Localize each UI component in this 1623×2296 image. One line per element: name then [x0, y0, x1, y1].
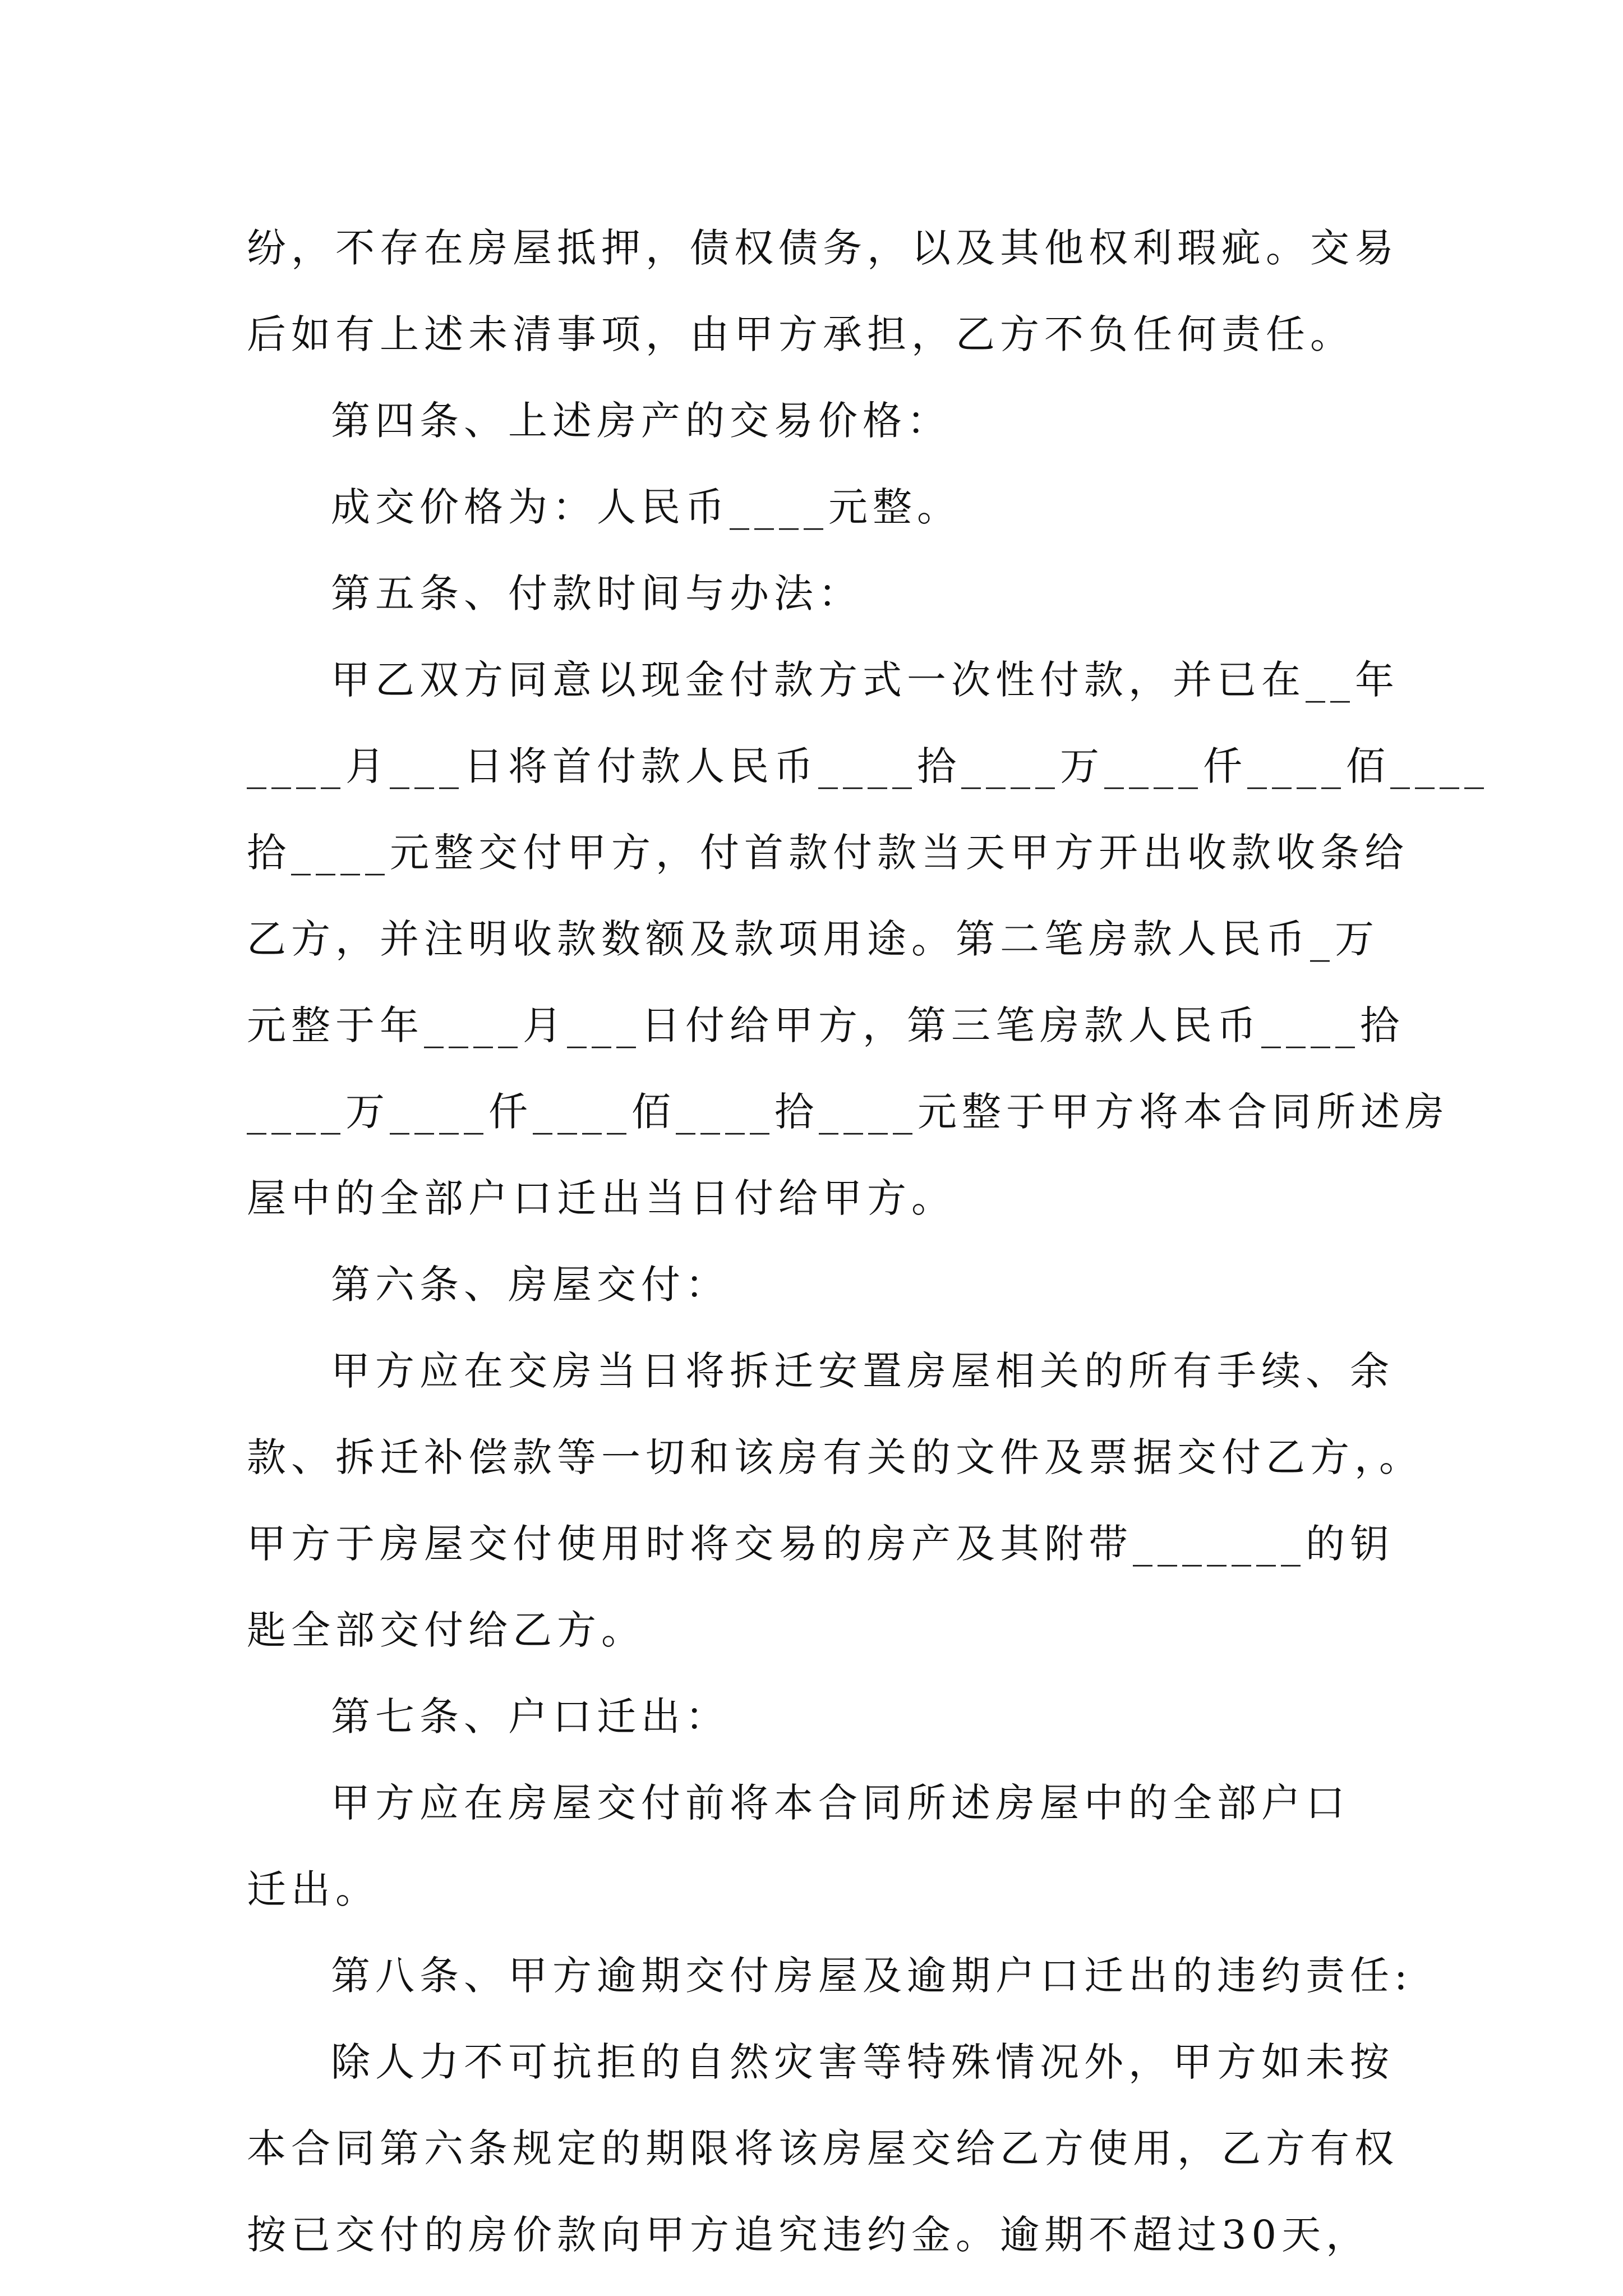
text-line: 迁出。	[247, 1866, 380, 1912]
text-line: 甲方应在交房当日将拆迁安置房屋相关的所有手续、余	[331, 1348, 1394, 1394]
text-line: 匙全部交付给乙方。	[247, 1607, 645, 1653]
text-line: 第六条、房屋交付：	[331, 1262, 730, 1308]
text-line: 第七条、户口迁出：	[331, 1694, 730, 1740]
text-line: 乙方，并注明收款数额及款项用途。第二笔房款人民币_万	[247, 916, 1379, 962]
text-line: 第五条、付款时间与办法：	[331, 570, 863, 616]
text-line: 成交价格为：人民币____元整。	[331, 484, 961, 530]
document-body	[247, 205, 1489, 2278]
text-line: 屋中的全部户口迁出当日付给甲方。	[247, 1175, 956, 1221]
text-line: 本合同第六条规定的期限将该房屋交给乙方使用，乙方有权	[247, 2125, 1399, 2171]
text-line: 纷，不存在房屋抵押，债权债务，以及其他权利瑕疵。交易	[247, 225, 1399, 271]
text-line: ____万____仟____佰____拾____元整于甲方将本合同所述房	[247, 1089, 1449, 1135]
text-line: 甲乙双方同意以现金付款方式一次性付款，并已在__年	[331, 657, 1399, 703]
text-line: 拾____元整交付甲方，付首款付款当天甲方开出收款收条给	[247, 830, 1409, 876]
text-line: ____月___日将首付款人民币____拾____万____仟____佰____	[247, 743, 1489, 789]
text-line: 后如有上述未清事项，由甲方承担，乙方不负任何责任。	[247, 311, 1354, 357]
text-line: 除人力不可抗拒的自然灾害等特殊情况外，甲方如未按	[331, 2039, 1394, 2085]
text-line: 款、拆迁补偿款等一切和该房有关的文件及票据交付乙方，。	[247, 1434, 1423, 1480]
text-line: 甲方于房屋交付使用时将交易的房产及其附带_______的钥	[247, 1521, 1394, 1567]
text-line: 按已交付的房价款向甲方追究违约金。逾期不超过30天，	[247, 2212, 1371, 2258]
text-line: 第四条、上述房产的交易价格：	[331, 398, 951, 444]
text-line: 第八条、甲方逾期交付房屋及逾期户口迁出的违约责任:	[331, 1953, 1413, 1999]
text-line: 甲方应在房屋交付前将本合同所述房屋中的全部户口	[331, 1780, 1350, 1826]
text-line: 元整于年____月___日付给甲方，第三笔房款人民币____拾	[247, 1002, 1404, 1048]
